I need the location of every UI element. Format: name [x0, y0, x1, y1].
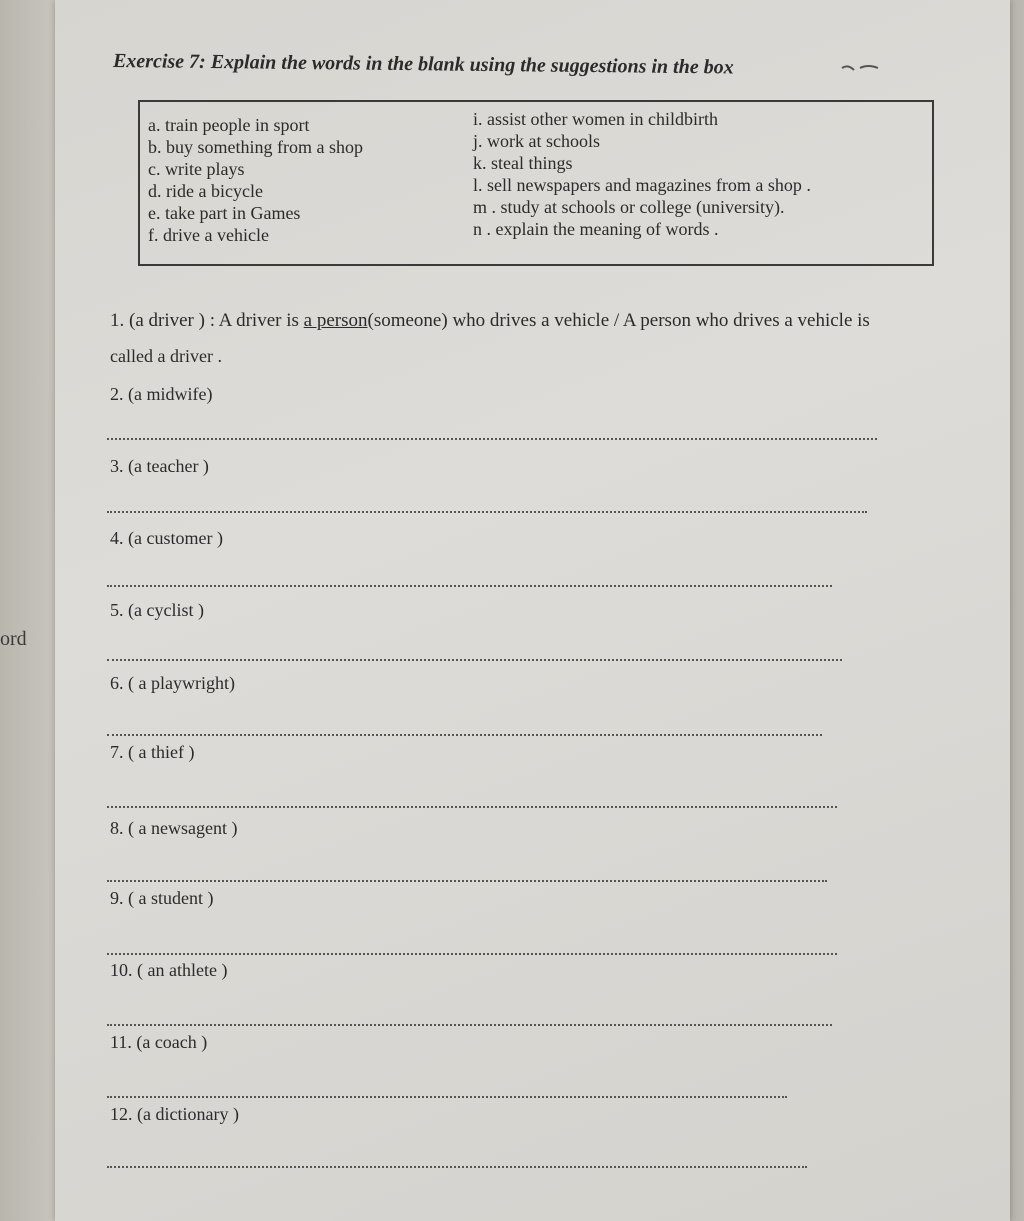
suggestion-item: m . study at schools or college (university).	[473, 197, 785, 217]
answer-line[interactable]	[107, 659, 842, 661]
example-answer	[110, 310, 870, 332]
question-item: 3. (a teacher )	[110, 456, 209, 476]
question-item: 8. ( a newsagent )	[110, 818, 238, 838]
suggestion-item: d. ride a bicycle	[148, 181, 263, 201]
question-item: 5. (a cyclist )	[110, 600, 204, 620]
suggestion-item: n . explain the meaning of words .	[473, 219, 719, 239]
answer-line[interactable]	[107, 1024, 832, 1026]
suggestion-item: k. steal things	[473, 153, 573, 173]
suggestion-item: e. take part in Games	[148, 203, 301, 223]
answer-line[interactable]	[107, 953, 837, 955]
answer-line[interactable]	[107, 734, 822, 736]
suggestion-item: l. sell newspapers and magazines from a shop .	[473, 175, 811, 195]
question-item: 11. (a coach )	[110, 1032, 208, 1052]
exercise-title: Exercise 7: Explain the words in the blank using the suggestions in the box	[112, 50, 734, 79]
suggestion-item: j. work at schools	[473, 131, 600, 151]
answer-line[interactable]	[107, 1166, 807, 1168]
suggestion-item: b. buy something from a shop	[148, 137, 363, 157]
example-underlined: a person	[303, 310, 368, 331]
worksheet-page	[55, 0, 1010, 1221]
answer-line[interactable]	[107, 880, 827, 882]
example-rest: (someone) who drives a vehicle / A person who drives a vehicle is	[367, 310, 870, 331]
question-item: 10. ( an athlete )	[110, 960, 228, 980]
question-item: 12. (a dictionary )	[110, 1104, 239, 1124]
suggestion-item: c. write plays	[148, 159, 245, 179]
suggestion-column-left	[148, 114, 363, 246]
suggestion-item: i. assist other women in childbirth	[473, 109, 718, 129]
suggestion-item: f. drive a vehicle	[148, 225, 269, 245]
suggestion-column-right	[473, 108, 811, 240]
suggestion-item: a. train people in sport	[148, 115, 310, 135]
example-answer-line2: called a driver .	[110, 346, 222, 366]
question-item: 9. ( a student )	[110, 888, 214, 908]
answer-line[interactable]	[107, 438, 877, 440]
adjacent-page-left	[0, 0, 60, 1221]
suggestion-box	[138, 100, 934, 266]
adjacent-page-text: ord	[0, 628, 27, 650]
answer-line[interactable]	[107, 1096, 787, 1098]
answer-line[interactable]	[107, 511, 867, 513]
pen-mark-icon	[840, 62, 880, 74]
question-item: 4. (a customer )	[110, 528, 223, 548]
question-item: 7. ( a thief )	[110, 742, 195, 762]
answer-line[interactable]	[107, 806, 837, 808]
question-item: 6. ( a playwright)	[110, 673, 235, 693]
question-item: 2. (a midwife)	[110, 384, 213, 404]
answer-line[interactable]	[107, 585, 832, 587]
example-prefix: 1. (a driver ) : A driver is	[110, 310, 304, 331]
